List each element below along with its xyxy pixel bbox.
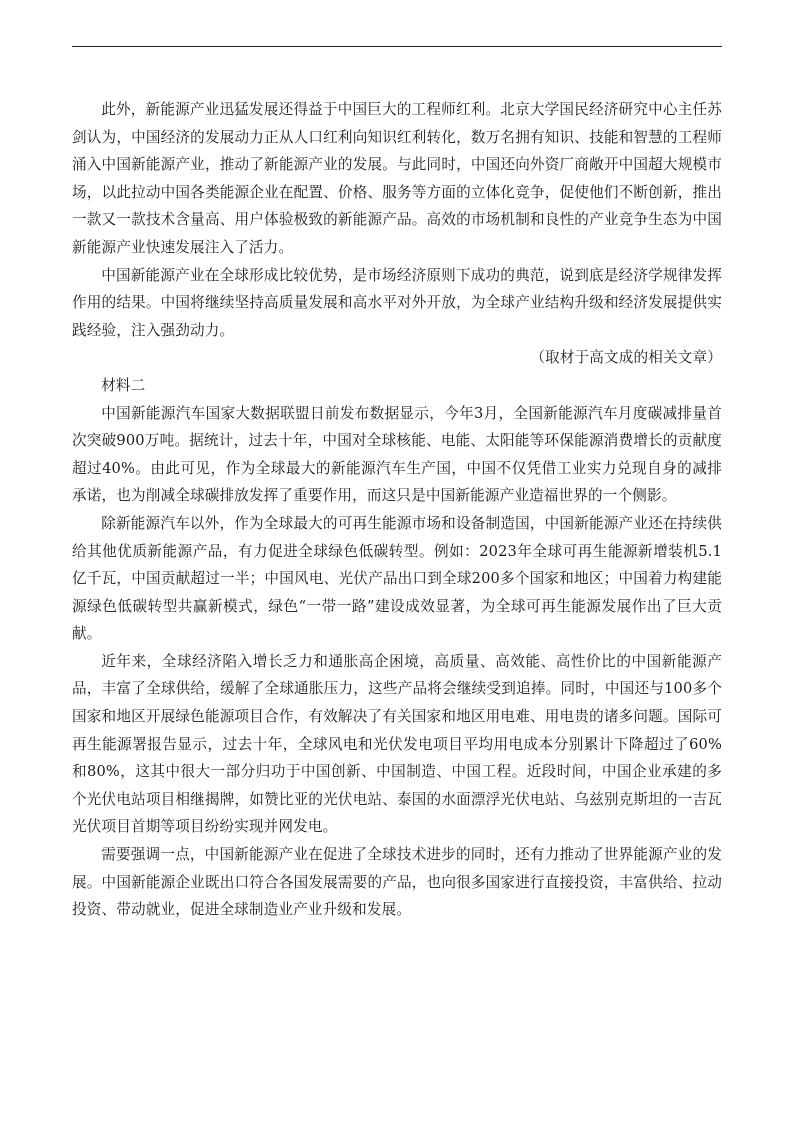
paragraph: 近年来，全球经济陷入增长乏力和通胀高企困境，高质量、高效能、高性价比的中国新能源产品，丰富了全球供给，缓解了全球通胀压力，这些产品将会继续受到追捧。同时，中国还与100多个国家和地区开展绿色能源项目合作，有效解决了有关国家和地区用电难、用电贵的诸多问题。国际可再生能源署报告显示，过去十年，全球风电和光伏发电项目平均用电成本分别累计下降超过了60%和80%，这其中很大一部分归功于中国创新、中国制造、中国工程。近段时间，中国企业承建的多个光伏电站项目相继揭牌，如赞比亚的光伏电站、泰国的水面漂浮光伏电站、乌兹别克斯坦的一吉瓦光伏项目首期等项目纷纷实现并网发电。 [72, 652, 722, 836]
paragraph: 需要强调一点，中国新能源产业在促进了全球技术进步的同时，还有力推动了世界能源产业的发展。中国新能源企业既出口符合各国发展需要的产品，也向很多国家进行直接投资，丰富供给、拉动投资、带动就业，促进全球制造业产业升级和发展。 [72, 846, 722, 919]
paragraph: 除新能源汽车以外，作为全球最大的可再生能源市场和设备制造国，中国新能源产业还在持续供给其他优质新能源产品，有力促进全球绿色低碳转型。例如：2023年全球可再生能源新增装机5.1亿千瓦，中国贡献超过一半；中国风电、光伏产品出口到全球200多个国家和地区；中国着力构建能源绿色低碳转型共赢新模式，绿色“一带一路”建设成效显著，为全球可再生能源发展作出了巨大贡献。 [72, 514, 722, 643]
header-rule [72, 46, 722, 47]
document-body [72, 96, 722, 924]
source-citation: （取材于高文成的相关文章） [530, 349, 722, 367]
paragraph: 中国新能源产业在全球形成比较优势，是市场经济原则下成功的典范，说到底是经济学规律发挥作用的结果。中国将继续坚持高质量发展和高水平对外开放，为全球产业结构升级和经济发展提供实践经验，注入强劲动力。 [72, 266, 722, 339]
paragraph: 此外，新能源产业迅猛发展还得益于中国巨大的工程师红利。北京大学国民经济研究中心主任苏剑认为，中国经济的发展动力正从人口红利向知识红利转化，数万名拥有知识、技能和智慧的工程师涌入中国新能源产业，推动了新能源产业的发展。与此同时，中国还向外资厂商敞开中国超大规模市场，以此拉动中国各类能源企业在配置、价格、服务等方面的立体化竞争，促使他们不断创新，推出一款又一款技术含量高、用户体验极致的新能源产品。高效的市场机制和良性的产业竞争生态为中国新能源产业快速发展注入了活力。 [72, 101, 722, 256]
paragraph: 中国新能源汽车国家大数据联盟日前发布数据显示，今年3月，全国新能源汽车月度碳减排量首次突破900万吨。据统计，过去十年，中国对全球核能、电能、太阳能等环保能源消费增长的贡献度超过40%。由此可见，作为全球最大的新能源汽车生产国，中国不仅凭借工业实力兑现自身的减排承诺，也为削减全球碳排放发挥了重要作用，而这只是中国新能源产业造福世界的一个侧影。 [72, 404, 722, 505]
section-heading: 材料二 [101, 376, 146, 394]
